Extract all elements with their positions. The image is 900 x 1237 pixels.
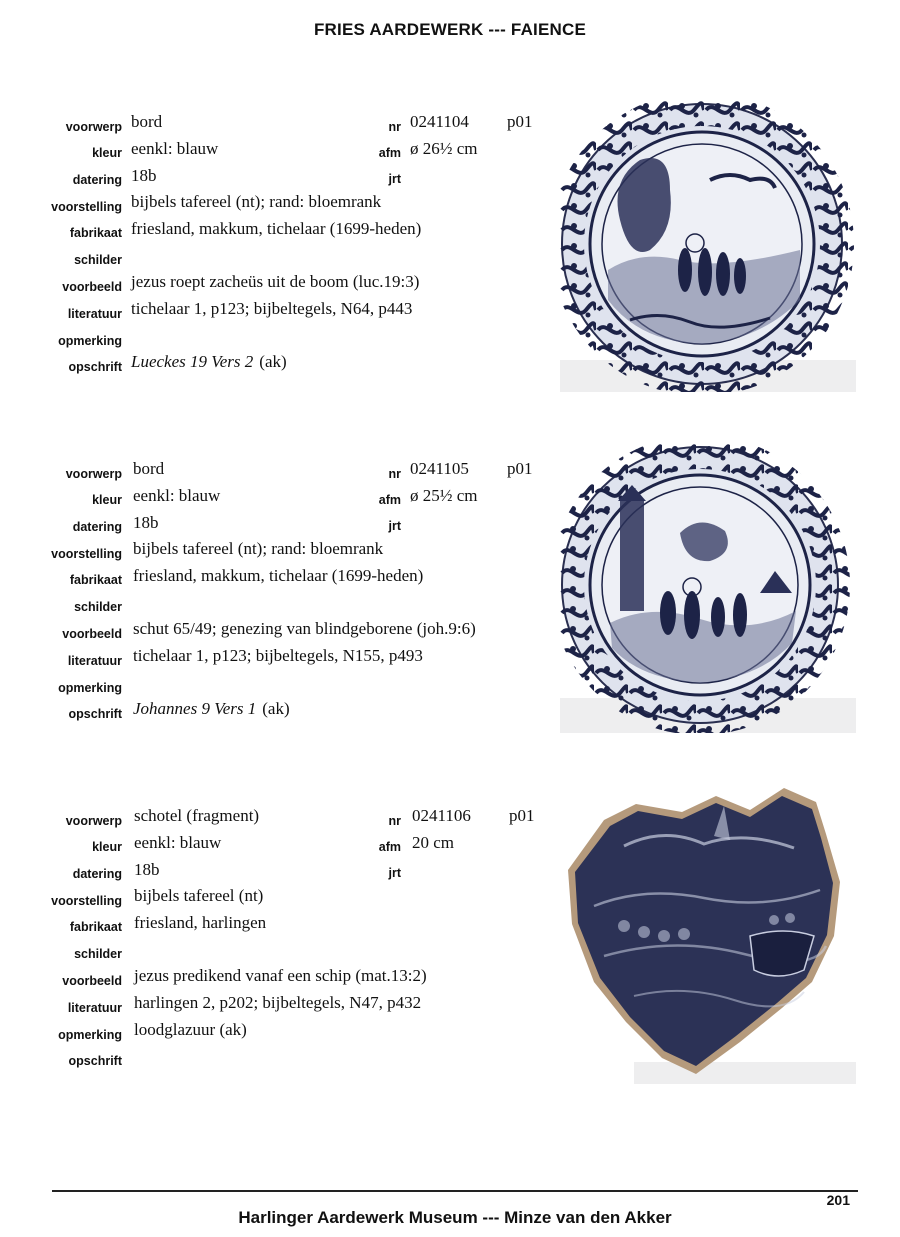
fragment-photo [564, 786, 856, 1086]
label-schilder: schilder [74, 253, 122, 267]
label-literatuur: literatuur [67, 654, 122, 668]
label-jrt: jrt [388, 172, 401, 186]
label-voorwerp: voorwerp [65, 467, 122, 481]
label-nr: nr [388, 467, 401, 481]
page-footer: Harlinger Aardewerk Museum --- Minze van den Akker [238, 1208, 672, 1227]
value-voorwerp: bord [133, 459, 165, 478]
value-afm: ø 26½ cm [410, 139, 478, 158]
value-code: p01 [509, 806, 535, 825]
label-schilder: schilder [74, 600, 122, 614]
page-number: 201 [826, 1192, 850, 1208]
label-datering: datering [72, 520, 122, 534]
label-voorbeeld: voorbeeld [62, 974, 122, 988]
label-fabrikaat: fabrikaat [69, 573, 122, 587]
value-fabrikaat: friesland, harlingen [134, 913, 267, 932]
value-literatuur: tichelaar 1, p123; bijbeltegels, N155, p493 [133, 646, 423, 665]
label-literatuur: literatuur [67, 1001, 122, 1015]
value-literatuur: tichelaar 1, p123; bijbeltegels, N64, p443 [131, 299, 413, 318]
value-afm: 20 cm [412, 833, 455, 852]
label-afm: afm [378, 493, 401, 507]
value-afm: ø 25½ cm [410, 486, 478, 505]
value-opschrift [134, 1046, 140, 1066]
value-voorstelling: bijbels tafereel (nt) [134, 886, 264, 905]
label-datering: datering [72, 173, 122, 187]
label-voorstelling: voorstelling [51, 547, 122, 561]
value-voorbeeld: schut 65/49; genezing van blindgeborene (joh.9:6) [133, 619, 476, 638]
label-opmerking: opmerking [58, 334, 122, 348]
label-opmerking: opmerking [58, 1028, 122, 1042]
label-opschrift: opschrift [68, 707, 122, 721]
value-opschrift: Johannes 9 Vers 1 (ak) [133, 699, 290, 718]
label-voorbeeld: voorbeeld [62, 627, 122, 641]
value-nr: 0241104 [410, 112, 469, 131]
label-opschrift: opschrift [68, 360, 122, 374]
value-fabrikaat: friesland, makkum, tichelaar (1699-heden) [133, 566, 424, 585]
plate-photo [560, 100, 856, 392]
label-voorwerp: voorwerp [65, 814, 122, 828]
value-kleur: eenkl: blauw [134, 833, 222, 852]
label-voorstelling: voorstelling [51, 894, 122, 908]
label-kleur: kleur [92, 493, 122, 507]
label-voorstelling: voorstelling [51, 200, 122, 214]
label-opmerking: opmerking [58, 681, 122, 695]
label-fabrikaat: fabrikaat [69, 920, 122, 934]
footer-divider [52, 1190, 858, 1192]
value-voorstelling: bijbels tafereel (nt); rand: bloemrank [131, 192, 382, 211]
value-voorwerp: schotel (fragment) [134, 806, 260, 825]
value-literatuur: harlingen 2, p202; bijbeltegels, N47, p432 [134, 993, 422, 1012]
value-datering: 18b [134, 860, 160, 879]
label-afm: afm [378, 840, 401, 854]
page-title: FRIES AARDEWERK --- FAIENCE [313, 20, 587, 39]
label-voorbeeld: voorbeeld [62, 280, 122, 294]
value-nr: 0241106 [412, 806, 471, 825]
label-literatuur: literatuur [67, 307, 122, 321]
label-fabrikaat: fabrikaat [69, 226, 122, 240]
value-code: p01 [507, 459, 533, 478]
value-voorwerp: bord [131, 112, 163, 131]
value-kleur: eenkl: blauw [131, 139, 219, 158]
value-code: p01 [507, 112, 533, 131]
label-jrt: jrt [388, 866, 401, 880]
value-datering: 18b [133, 513, 159, 532]
value-voorbeeld: jezus predikend vanaf een schip (mat.13:2) [134, 966, 427, 985]
value-nr: 0241105 [410, 459, 469, 478]
value-kleur: eenkl: blauw [133, 486, 221, 505]
label-opschrift: opschrift [68, 1054, 122, 1068]
value-datering: 18b [131, 166, 157, 185]
label-kleur: kleur [92, 840, 122, 854]
value-voorbeeld: jezus roept zacheüs uit de boom (luc.19:3) [131, 272, 420, 291]
label-voorwerp: voorwerp [65, 120, 122, 134]
label-schilder: schilder [74, 947, 122, 961]
label-datering: datering [72, 867, 122, 881]
label-kleur: kleur [92, 146, 122, 160]
value-opschrift: Lueckes 19 Vers 2 (ak) [131, 352, 287, 371]
label-jrt: jrt [388, 519, 401, 533]
value-voorstelling: bijbels tafereel (nt); rand: bloemrank [133, 539, 384, 558]
value-opmerking: loodglazuur (ak) [134, 1020, 247, 1039]
label-afm: afm [378, 146, 401, 160]
label-nr: nr [388, 814, 401, 828]
label-nr: nr [388, 120, 401, 134]
plate-photo [560, 443, 856, 733]
value-fabrikaat: friesland, makkum, tichelaar (1699-heden) [131, 219, 422, 238]
